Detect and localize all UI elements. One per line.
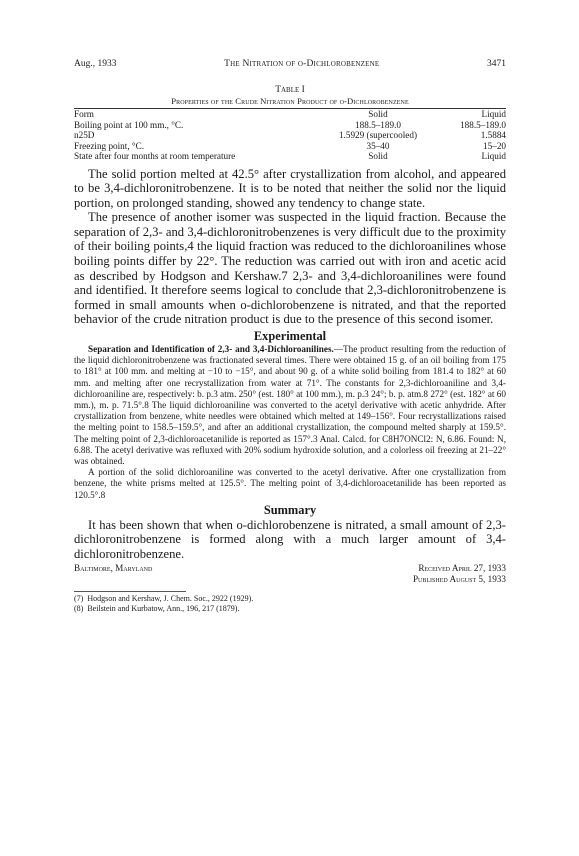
footnote <box>74 604 506 614</box>
experimental-paragraph <box>74 344 506 467</box>
liquid-value: 1.5884 <box>480 130 506 140</box>
properties-table <box>74 108 506 164</box>
dates <box>413 563 506 585</box>
body-paragraph: The presence of another isomer was suspected in the liquid fraction. Because the separation of 2,3- and 3,4-dichloronitrobenzenes is very difficult due to the proximity of their boiling points,4 the liquid fraction was reduced to the dichloroanilines whose boiling points differ by 22°. The reduction was carried out with iron and acetic acid as described by Hodgson and Kershaw.7 2,3- and 3,4-dichloroanilines were found and identified. It therefore seems logical to conclude that 2,3-dichloronitrobenzene is formed in small amounts when o-dichlorobenzene is nitrated, and that the reported behavior of the crude nitration product is due to the presence of this second isomer. <box>74 210 506 327</box>
liquid-value: Liquid <box>481 151 506 161</box>
footnote-text: Hodgson and Kershaw, J. Chem. Soc., 2922 (1929). <box>87 593 254 603</box>
author-location: Baltimore, Maryland <box>74 562 153 573</box>
experimental-text: —The product resulting from the reduction of the liquid dichloronitrobenzene was fractionated several times. There were obtained 15 g. of an oil boiling from 175 to 181° at 100 mm. and melting at −10 to −15°, and about 90 g. of a white solid boiling from 181.4 to 182° at 60 mm. and melting after one recrystallization from water at 71°. The constants for 2,3-dichloroaniline and 3,4-dichloroaniline are, respectively: b. p.3 atm. 250° (est. 180° at 100 mm.), m. p.3 24°; b. p. atm.8 272° (est. 182° at 60 mm.), m. p. 71.5°.8 The liquid dichloroaniline was converted to the acetyl derivative with acetic anhydride. After crystallization from benzene, white needles were obtained which melted at 149–156°. Four recrystallizations raised the melting point to 158.5–159.5°, and after an additional crystallization, the compound melted sharply at 159.5°. The melting point of 2,3-dichloroacetanilide is reported as 157°.3 Anal. Calcd. for C8H7ONCl2: N, 6.86. Found: N, 6.88. The acetyl derivative was refluxed with 20% sodium hydroxide solution, and a colorless oil freezing at 21–22° was obtained. <box>74 344 506 467</box>
running-head <box>74 58 506 70</box>
row-label: State after four months at room temperature <box>74 151 236 161</box>
solid-value: 1.5929 (supercooled) <box>338 130 418 140</box>
column-header: Solid <box>368 109 388 119</box>
solid-value: Solid <box>368 151 388 161</box>
footnote <box>74 594 506 604</box>
signature-block <box>74 563 506 585</box>
body-paragraph: The solid portion melted at 42.5° after crystallization from alcohol, and appeared to be 3,4-dichloronitrobenzene. It is to be noted that neither the solid nor the liquid portion, on prolonged standing, showed any tendency to change state. <box>74 166 506 210</box>
liquid-value: 188.5–189.0 <box>460 119 506 130</box>
solid-value: 35–40 <box>366 140 390 151</box>
column-header: Liquid <box>481 109 506 119</box>
liquid-value: 15–20 <box>483 140 506 151</box>
table-row <box>74 130 506 141</box>
footnote-rule <box>74 591 186 592</box>
experimental-paragraph-2: A portion of the solid dichloroaniline was converted to the acetyl derivative. After one crystallization from benzene, the white prisms melted at 125.5°. The melting point of 3,4-dichloroacetanilide has been reported as 120.5°.8 <box>74 467 506 500</box>
footnote-text: Beilstein and Kurbatow, Ann., 196, 217 (1879). <box>87 603 240 613</box>
table-row <box>74 141 506 152</box>
solid-value: 188.5–189.0 <box>355 119 401 130</box>
table-row <box>74 151 506 164</box>
summary-paragraph: It has been shown that when o-dichlorobenzene is nitrated, a small amount of 2,3-dichloronitrobenzene is formed along with a much larger amount of 3,4-dichloronitrobenzene. <box>74 517 506 562</box>
table-title: Properties of the Crude Nitration Product of o-Dichlorobenzene <box>171 96 409 106</box>
table-row <box>74 120 506 131</box>
column-header: Form <box>74 109 94 119</box>
published-date: Published August 5, 1933 <box>412 573 506 584</box>
footnote-number: (7) <box>74 593 84 603</box>
summary-heading: Summary <box>263 502 317 517</box>
table-header-row <box>74 109 506 120</box>
row-label: n25D <box>74 130 95 140</box>
header-date: Aug., 1933 <box>74 59 117 69</box>
experimental-heading: Experimental <box>253 329 327 344</box>
table-caption: Table I <box>275 85 305 95</box>
run-in-heading: Separation and Identification of 2,3- and 3,4-Dichloroanilines. <box>88 344 334 355</box>
page-number: 3471 <box>487 59 506 69</box>
header-title: The Nitration of o-Dichlorobenzene <box>224 59 380 69</box>
footnote-number: (8) <box>74 603 84 613</box>
journal-page <box>74 58 506 614</box>
row-label: Freezing point, °C. <box>74 140 145 151</box>
row-label: Boiling point at 100 mm., °C. <box>74 119 184 130</box>
received-date: Received April 27, 1933 <box>418 562 506 573</box>
